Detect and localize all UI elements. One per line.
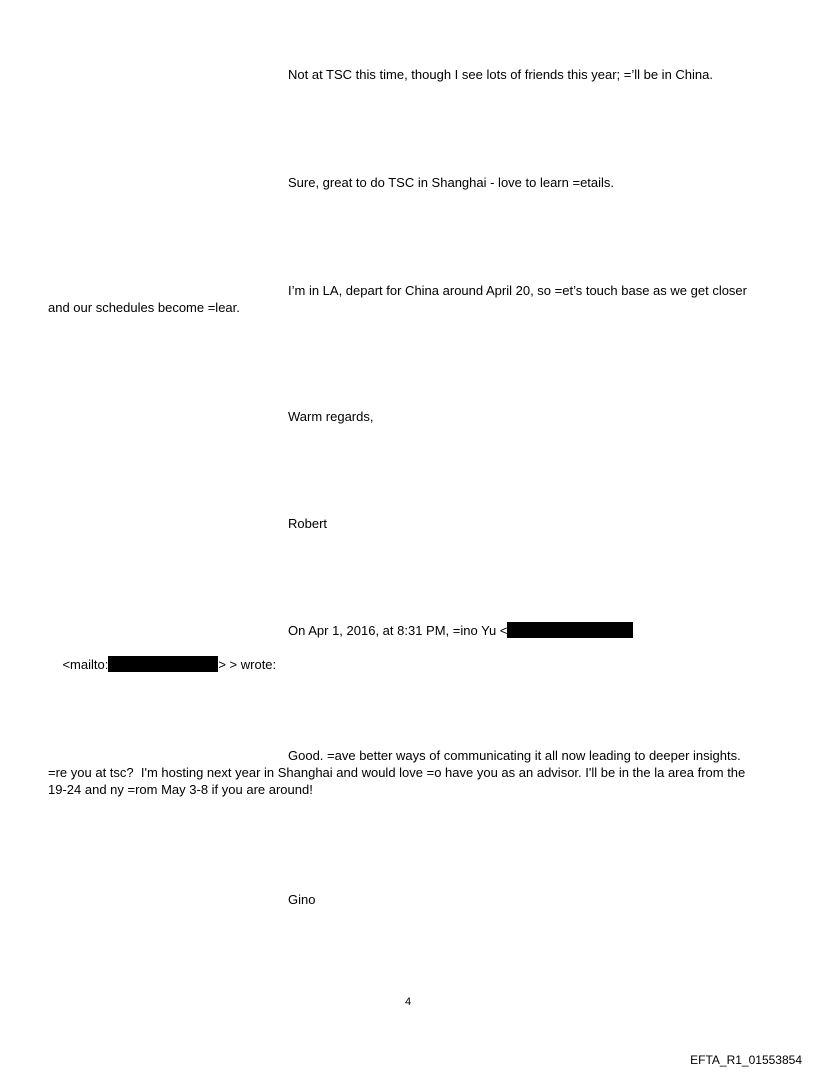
body-line-shanghai: Sure, great to do TSC in Shanghai - love to learn =etails.: [288, 175, 615, 190]
mailto-prefix: <mailto:: [62, 657, 109, 672]
body-line-la-1: I’m in LA, depart for China around April 20, so =et’s touch base as we get closer: [288, 283, 747, 298]
reply-line-1: Good. =ave better ways of communicating it all now leading to deeper insights.: [288, 748, 741, 763]
reply-line-3: 19-24 and ny =rom May 3-8 if you are around!: [48, 782, 313, 797]
reply-line-2: =re you at tsc? I'm hosting next year in Shanghai and would love =o have you as an advisor. I'll be in the la area from the: [48, 765, 746, 780]
redacted-mailto-block: [108, 656, 218, 672]
quote-header-line-2: [48, 639, 778, 690]
body-line-la-2: and our schedules become =lear.: [48, 300, 240, 315]
page-number: 4: [404, 996, 412, 1008]
quote-header-text: On Apr 1, 2016, at 8:31 PM, =ino Yu <: [288, 623, 508, 638]
quote-header-line-1: [288, 622, 633, 639]
wrote-suffix: > > wrote:: [218, 657, 277, 672]
redacted-email-block: [507, 622, 633, 638]
document-id: EFTA_R1_01553854: [690, 1053, 802, 1067]
signature-name: Robert: [288, 516, 328, 531]
reply-signature: Gino: [288, 892, 316, 907]
body-line-tsc: Not at TSC this time, though I see lots of friends this year; =’ll be in China.: [288, 67, 713, 82]
closing-text: Warm regards,: [288, 409, 374, 424]
